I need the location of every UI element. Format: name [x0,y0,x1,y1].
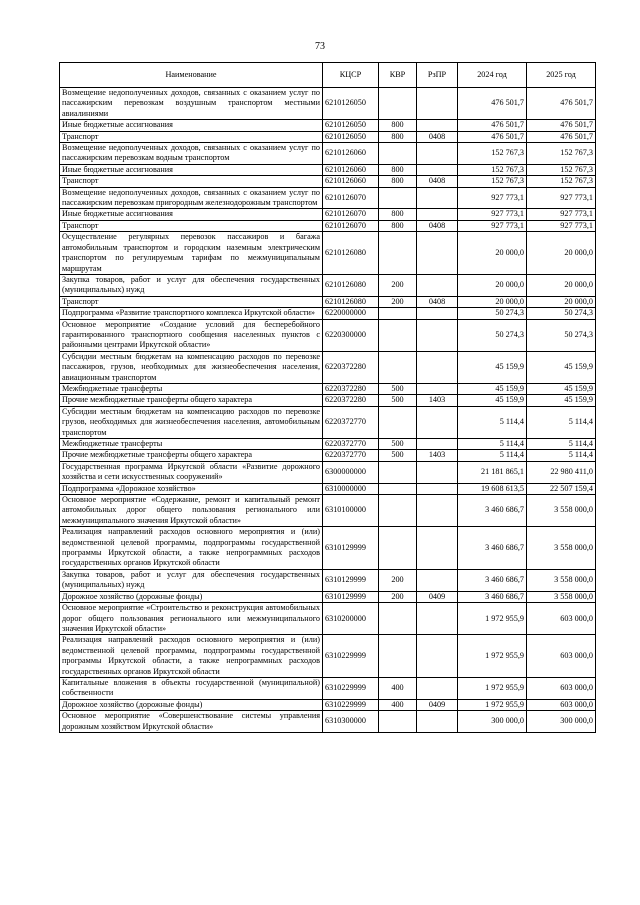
cell-name: Дорожное хозяйство (дорожные фонды) [60,591,323,602]
cell-kcsr: 6310300000 [323,711,379,733]
cell-rzpr [417,88,458,120]
cell-y2025: 927 773,1 [527,187,596,209]
cell-kcsr: 6310229999 [323,635,379,678]
cell-y2024: 20 000,0 [458,274,527,296]
table-row [60,143,596,165]
cell-y2024: 45 159,9 [458,351,527,383]
cell-name: Основное мероприятие «Содержание, ремонт и капитальный ремонт автомобильных дорог общего пользования регионального или межмуниципального значения Иркутской области» [60,495,323,527]
cell-y2025: 5 114,4 [527,406,596,438]
table-row [60,176,596,187]
cell-y2025: 22 980 411,0 [527,461,596,483]
cell-name: Иные бюджетные ассигнования [60,164,323,175]
table-row [60,395,596,406]
cell-name: Закупка товаров, работ и услуг для обеспечения государственных (муниципальных) нужд [60,569,323,591]
cell-y2025: 3 558 000,0 [527,495,596,527]
cell-kcsr: 6210126060 [323,143,379,165]
cell-name: Субсидии местным бюджетам на компенсацию расходов по перевозке пассажиров, грузов, необходимых для жизнеобеспечения населения, авиационным транспортом [60,351,323,383]
cell-rzpr [417,164,458,175]
col-header-kcsr: КЦСР [323,63,379,88]
cell-kvr [379,308,417,319]
cell-name: Транспорт [60,131,323,142]
cell-kvr: 500 [379,395,417,406]
cell-kcsr: 6210126070 [323,187,379,209]
cell-kcsr: 6310229999 [323,699,379,710]
cell-rzpr [417,461,458,483]
cell-kvr [379,635,417,678]
cell-rzpr [417,569,458,591]
cell-y2024: 152 767,3 [458,164,527,175]
cell-rzpr [417,319,458,351]
cell-kvr: 800 [379,209,417,220]
cell-y2025: 3 558 000,0 [527,569,596,591]
cell-name: Транспорт [60,176,323,187]
cell-kvr [379,711,417,733]
cell-kcsr: 6210126050 [323,120,379,131]
cell-name: Иные бюджетные ассигнования [60,120,323,131]
cell-kvr [379,461,417,483]
table-header-row [60,63,596,88]
cell-rzpr [417,677,458,699]
cell-rzpr [417,120,458,131]
cell-y2024: 5 114,4 [458,406,527,438]
cell-kvr: 800 [379,120,417,131]
table-row [60,308,596,319]
cell-y2025: 5 114,4 [527,439,596,450]
cell-y2025: 45 159,9 [527,395,596,406]
cell-name: Транспорт [60,220,323,231]
cell-name: Межбюджетные трансферты [60,383,323,394]
cell-kvr [379,143,417,165]
table-row [60,699,596,710]
table-row [60,296,596,307]
cell-y2025: 152 767,3 [527,176,596,187]
cell-y2025: 603 000,0 [527,603,596,635]
cell-kvr: 800 [379,220,417,231]
cell-y2024: 3 460 686,7 [458,527,527,570]
table-row [60,187,596,209]
cell-rzpr [417,274,458,296]
col-header-name: Наименование [60,63,323,88]
cell-y2025: 50 274,3 [527,319,596,351]
cell-rzpr [417,439,458,450]
cell-kcsr: 6310200000 [323,603,379,635]
cell-y2024: 3 460 686,7 [458,591,527,602]
cell-name: Основное мероприятие «Строительство и реконструкция автомобильных дорог общего пользования регионального или межмуниципального значения Иркутской области» [60,603,323,635]
cell-kvr [379,603,417,635]
cell-rzpr [417,406,458,438]
cell-kvr [379,495,417,527]
cell-kcsr: 6210126070 [323,209,379,220]
cell-kvr [379,406,417,438]
cell-y2025: 152 767,3 [527,143,596,165]
cell-rzpr: 0409 [417,591,458,602]
cell-y2024: 20 000,0 [458,296,527,307]
cell-y2024: 1 972 955,9 [458,699,527,710]
cell-rzpr [417,308,458,319]
cell-kvr: 200 [379,569,417,591]
table-row [60,450,596,461]
cell-y2024: 45 159,9 [458,395,527,406]
table-row [60,406,596,438]
cell-rzpr [417,603,458,635]
cell-rzpr [417,143,458,165]
cell-kcsr: 6210126050 [323,131,379,142]
cell-rzpr: 1403 [417,450,458,461]
cell-kcsr: 6210126050 [323,88,379,120]
cell-y2024: 50 274,3 [458,319,527,351]
cell-rzpr [417,383,458,394]
cell-kcsr: 6220372280 [323,351,379,383]
cell-y2024: 152 767,3 [458,143,527,165]
cell-name: Межбюджетные трансферты [60,439,323,450]
cell-rzpr: 0408 [417,296,458,307]
cell-kvr [379,319,417,351]
col-header-2025: 2025 год [527,63,596,88]
cell-name: Основное мероприятие «Совершенствование системы управления дорожным хозяйством Иркутской области» [60,711,323,733]
cell-kvr: 500 [379,383,417,394]
cell-y2024: 3 460 686,7 [458,495,527,527]
cell-rzpr [417,232,458,275]
cell-kvr: 800 [379,131,417,142]
cell-name: Основное мероприятие «Создание условий для бесперебойного гарантированного транспортного сообщения населенных пунктов с районными центрами Иркутской области» [60,319,323,351]
page-number: 73 [315,41,325,52]
cell-rzpr [417,351,458,383]
cell-kcsr: 6220372770 [323,450,379,461]
cell-rzpr: 0408 [417,176,458,187]
cell-y2025: 3 558 000,0 [527,591,596,602]
cell-name: Осуществление регулярных перевозок пассажиров и багажа автомобильным транспортом и городским наземным электрическим транспортом по регулируемым тарифам по межмуниципальным маршрутам [60,232,323,275]
table-row [60,569,596,591]
table-row [60,603,596,635]
cell-y2024: 45 159,9 [458,383,527,394]
cell-name: Иные бюджетные ассигнования [60,209,323,220]
cell-kvr [379,88,417,120]
cell-rzpr: 0409 [417,699,458,710]
cell-name: Дорожное хозяйство (дорожные фонды) [60,699,323,710]
cell-kcsr: 6220372280 [323,383,379,394]
cell-y2025: 927 773,1 [527,220,596,231]
cell-kcsr: 6310129999 [323,569,379,591]
cell-y2025: 3 558 000,0 [527,527,596,570]
cell-y2025: 152 767,3 [527,164,596,175]
cell-rzpr: 1403 [417,395,458,406]
cell-rzpr: 0408 [417,131,458,142]
table-row [60,527,596,570]
cell-y2024: 21 181 865,1 [458,461,527,483]
cell-kcsr: 6310229999 [323,677,379,699]
cell-y2024: 152 767,3 [458,176,527,187]
cell-y2024: 5 114,4 [458,450,527,461]
table-row [60,164,596,175]
cell-kcsr: 6310129999 [323,591,379,602]
cell-y2024: 19 608 613,5 [458,483,527,494]
table-row [60,461,596,483]
cell-y2025: 603 000,0 [527,635,596,678]
table-row [60,220,596,231]
cell-kvr: 400 [379,677,417,699]
table-row [60,351,596,383]
cell-y2025: 20 000,0 [527,296,596,307]
table-row [60,274,596,296]
cell-y2025: 20 000,0 [527,274,596,296]
table-row [60,131,596,142]
cell-name: Возмещение недополученных доходов, связанных с оказанием услуг по пассажирским перевозкам пригородным железнодорожным транспортом [60,187,323,209]
cell-name: Возмещение недополученных доходов, связанных с оказанием услуг по пассажирским перевозкам водным транспортом [60,143,323,165]
col-header-rzpr: РзПР [417,63,458,88]
cell-name: Прочие межбюджетные трансферты общего характера [60,395,323,406]
table-row [60,711,596,733]
table-row [60,383,596,394]
cell-kcsr: 6220372280 [323,395,379,406]
cell-y2024: 3 460 686,7 [458,569,527,591]
table-row [60,635,596,678]
cell-y2024: 50 274,3 [458,308,527,319]
cell-kcsr: 6310100000 [323,495,379,527]
cell-kvr: 500 [379,450,417,461]
cell-y2025: 300 000,0 [527,711,596,733]
cell-y2025: 603 000,0 [527,677,596,699]
cell-kvr [379,483,417,494]
cell-kvr: 400 [379,699,417,710]
cell-rzpr [417,635,458,678]
cell-name: Подпрограмма «Дорожное хозяйство» [60,483,323,494]
cell-name: Подпрограмма «Развитие транспортного комплекса Иркутской области» [60,308,323,319]
budget-table [59,62,596,733]
cell-kcsr: 6220372770 [323,439,379,450]
cell-y2025: 45 159,9 [527,351,596,383]
col-header-2024: 2024 год [458,63,527,88]
cell-kcsr: 6300000000 [323,461,379,483]
cell-kvr: 500 [379,439,417,450]
cell-kvr: 200 [379,274,417,296]
cell-y2025: 5 114,4 [527,450,596,461]
cell-name: Возмещение недополученных доходов, связанных с оказанием услуг по пассажирским перевозкам воздушным транспортом местными авиалиниями [60,88,323,120]
cell-y2025: 476 501,7 [527,88,596,120]
cell-kcsr: 6210126060 [323,176,379,187]
table-row [60,319,596,351]
cell-kcsr: 6210126080 [323,274,379,296]
table-row [60,483,596,494]
cell-y2025: 603 000,0 [527,699,596,710]
cell-name: Реализация направлений расходов основного мероприятия и (или) ведомственной целевой программы, подпрограммы государственной программы Иркутской области, а также непрограммных расходов государственных органов Иркутской области [60,635,323,678]
cell-rzpr [417,483,458,494]
cell-name: Реализация направлений расходов основного мероприятия и (или) ведомственной целевой программы, подпрограммы государственной программы Иркутской области, а также непрограммных расходов государственных органов Иркутской области [60,527,323,570]
cell-y2024: 5 114,4 [458,439,527,450]
cell-y2025: 476 501,7 [527,120,596,131]
cell-y2024: 1 972 955,9 [458,635,527,678]
table-row [60,439,596,450]
cell-y2024: 927 773,1 [458,209,527,220]
cell-y2024: 1 972 955,9 [458,603,527,635]
cell-kcsr: 6210126070 [323,220,379,231]
table-row [60,120,596,131]
cell-y2024: 1 972 955,9 [458,677,527,699]
cell-rzpr [417,527,458,570]
cell-kcsr: 6220000000 [323,308,379,319]
cell-kcsr: 6220372770 [323,406,379,438]
cell-y2024: 476 501,7 [458,120,527,131]
table-row [60,495,596,527]
cell-rzpr [417,209,458,220]
cell-kvr [379,527,417,570]
cell-kvr: 800 [379,176,417,187]
col-header-kvr: КВР [379,63,417,88]
cell-kcsr: 6310000000 [323,483,379,494]
cell-name: Государственная программа Иркутской области «Развитие дорожного хозяйства и сети искусственных сооружений» [60,461,323,483]
cell-kvr [379,232,417,275]
cell-kcsr: 6310129999 [323,527,379,570]
cell-y2024: 927 773,1 [458,220,527,231]
table-row [60,88,596,120]
table-row [60,591,596,602]
cell-name: Транспорт [60,296,323,307]
cell-y2024: 300 000,0 [458,711,527,733]
cell-y2025: 927 773,1 [527,209,596,220]
cell-kcsr: 6210126080 [323,296,379,307]
table-row [60,232,596,275]
cell-name: Субсидии местным бюджетам на компенсацию расходов по перевозке грузов, необходимых для жизнеобеспечения населения, автомобильным транспортом [60,406,323,438]
table-row [60,677,596,699]
cell-kvr: 200 [379,591,417,602]
cell-y2025: 45 159,9 [527,383,596,394]
cell-kvr [379,351,417,383]
cell-name: Капитальные вложения в объекты государственной (муниципальной) собственности [60,677,323,699]
cell-rzpr [417,187,458,209]
cell-y2025: 22 507 159,4 [527,483,596,494]
table-row [60,209,596,220]
cell-y2025: 50 274,3 [527,308,596,319]
cell-rzpr [417,495,458,527]
cell-name: Закупка товаров, работ и услуг для обеспечения государственных (муниципальных) нужд [60,274,323,296]
cell-name: Прочие межбюджетные трансферты общего характера [60,450,323,461]
cell-kvr: 200 [379,296,417,307]
cell-y2025: 20 000,0 [527,232,596,275]
cell-y2025: 476 501,7 [527,131,596,142]
cell-y2024: 927 773,1 [458,187,527,209]
cell-kcsr: 6210126080 [323,232,379,275]
cell-y2024: 476 501,7 [458,88,527,120]
cell-kcsr: 6210126060 [323,164,379,175]
cell-y2024: 20 000,0 [458,232,527,275]
cell-kvr [379,187,417,209]
cell-rzpr [417,711,458,733]
cell-rzpr: 0408 [417,220,458,231]
cell-kvr: 800 [379,164,417,175]
cell-kcsr: 6220300000 [323,319,379,351]
cell-y2024: 476 501,7 [458,131,527,142]
